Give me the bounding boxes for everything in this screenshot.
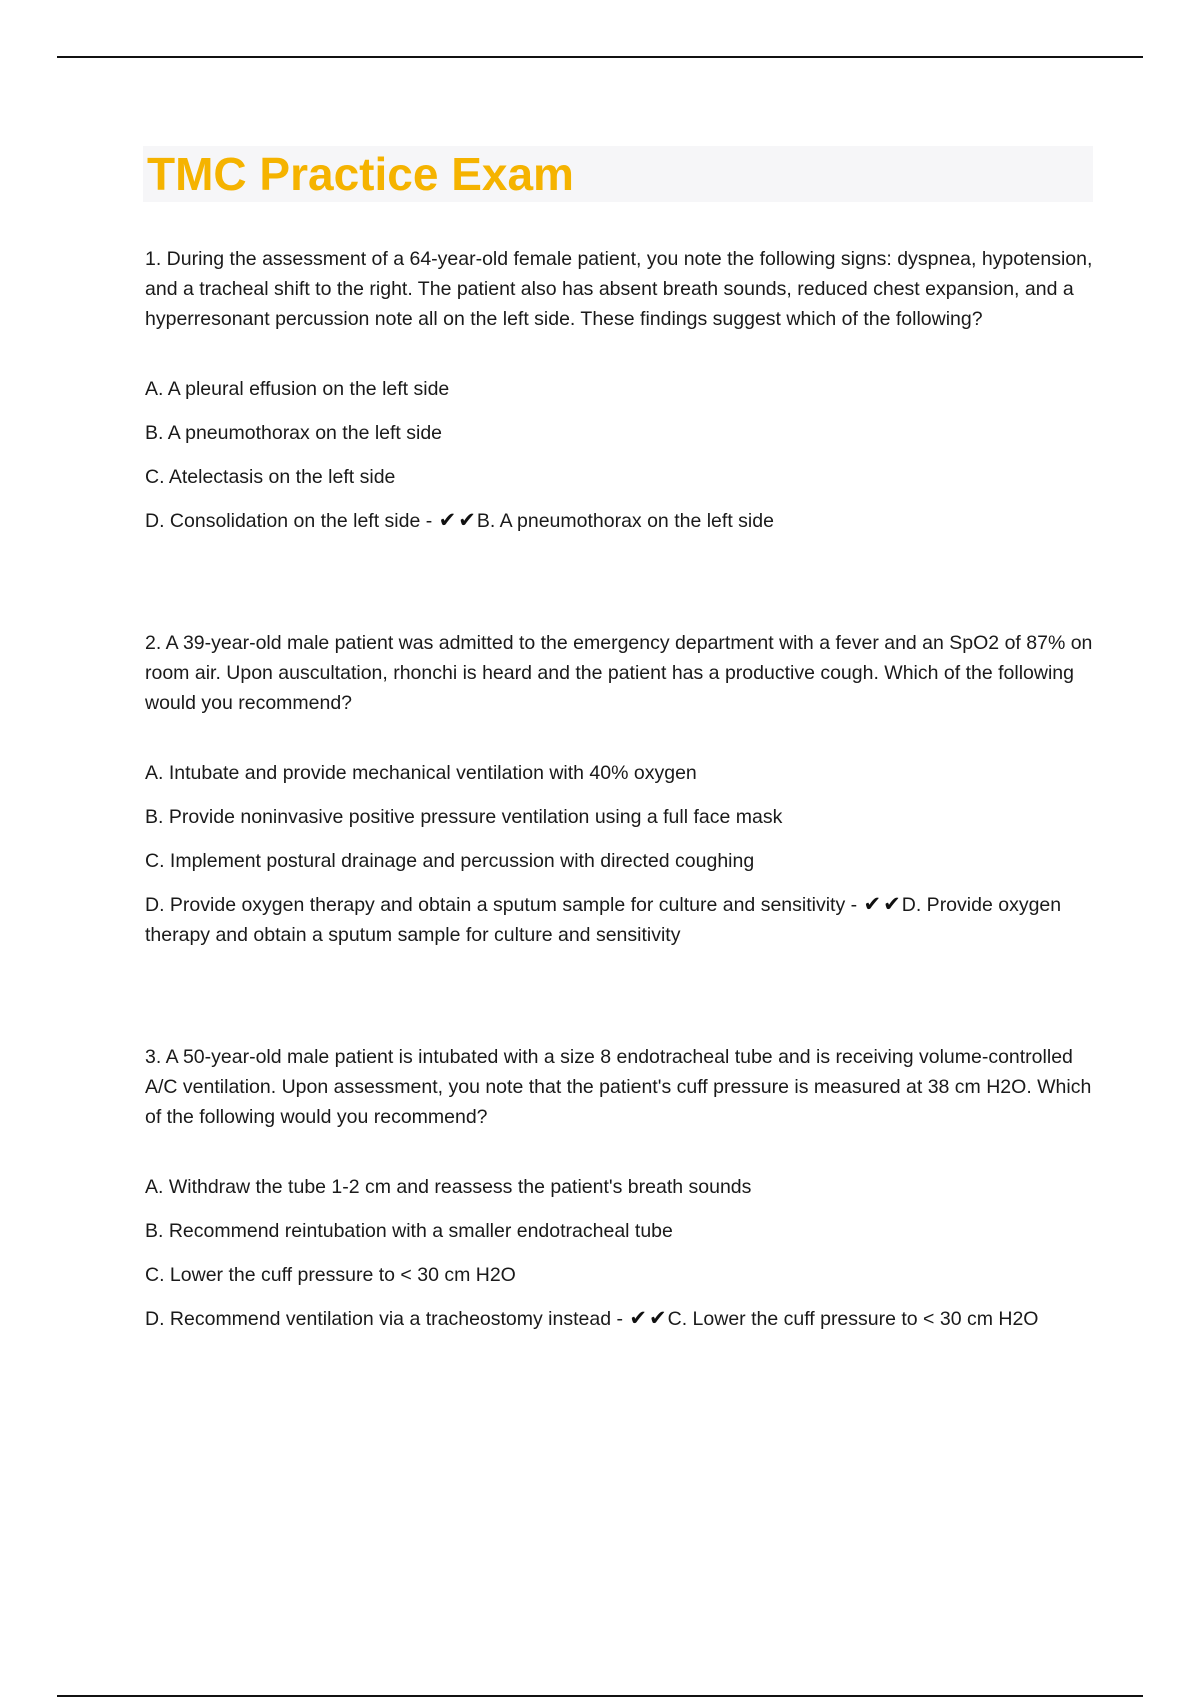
check-mark-icon: ✔ xyxy=(649,1307,667,1330)
option-c: C. Atelectasis on the left side xyxy=(145,466,396,488)
option-d: D. Provide oxygen therapy and obtain a sputum sample for culture and sensitivity - xyxy=(145,894,858,916)
option-b: B. Recommend reintubation with a smaller endotracheal tube xyxy=(145,1220,673,1242)
bottom-rule xyxy=(57,1695,1143,1697)
exam-content xyxy=(145,244,1095,1374)
option-d: D. Consolidation on the left side - xyxy=(145,510,433,532)
option-d-with-answer xyxy=(145,506,1095,536)
option-a: A. A pleural effusion on the left side xyxy=(145,378,450,400)
question-text: 1. During the assessment of a 64-year-old female patient, you note the following signs: dyspnea, hypotension, and a tracheal shift to the right. The patient also has absent breath sounds, reduced chest expansion, and a hyperresonant percussion note all on the left side. These findings suggest which of the following? xyxy=(145,248,1093,330)
question-3 xyxy=(145,1042,1095,1334)
option-d-with-answer xyxy=(145,1304,1095,1334)
answer-text: C. Lower the cuff pressure to < 30 cm H2O xyxy=(667,1308,1039,1330)
question-2 xyxy=(145,628,1095,950)
check-mark-icon: ✔ xyxy=(883,893,901,916)
question-text: 3. A 50-year-old male patient is intubated with a size 8 endotracheal tube and is receiving volume-controlled A/C ventilation. Upon assessment, you note that the patient's cuff pressure is measured at 38 cm H2O. Which of the following would you recommend? xyxy=(145,1046,1092,1128)
page-title: TMC Practice Exam xyxy=(147,148,574,200)
answer-text: B. A pneumothorax on the left side xyxy=(476,510,774,532)
check-mark-icon: ✔ xyxy=(863,893,882,916)
question-text: 2. A 39-year-old male patient was admitted to the emergency department with a fever and an SpO2 of 87% on room air. Upon auscultation, rhonchi is heard and the patient has a productive cough. Which of the following would you recommend? xyxy=(145,632,1093,714)
top-rule xyxy=(57,56,1143,58)
option-d-with-answer xyxy=(145,890,1095,950)
option-b: B. A pneumothorax on the left side xyxy=(145,422,443,444)
check-mark-icon: ✔ xyxy=(458,509,476,532)
question-1 xyxy=(145,244,1095,536)
option-d: D. Recommend ventilation via a tracheostomy instead - xyxy=(145,1308,623,1330)
option-b: B. Provide noninvasive positive pressure ventilation using a full face mask xyxy=(145,806,783,828)
answer-text: D. Provide oxygen therapy and obtain a sputum sample for culture and sensitivity xyxy=(145,894,1062,946)
option-c: C. Lower the cuff pressure to < 30 cm H2O xyxy=(145,1264,516,1286)
check-mark-icon: ✔ xyxy=(438,509,457,532)
option-c: C. Implement postural drainage and percussion with directed coughing xyxy=(145,850,755,872)
option-a: A. Intubate and provide mechanical ventilation with 40% oxygen xyxy=(145,762,697,784)
check-mark-icon: ✔ xyxy=(629,1307,648,1330)
option-a: A. Withdraw the tube 1-2 cm and reassess the patient's breath sounds xyxy=(145,1176,752,1198)
